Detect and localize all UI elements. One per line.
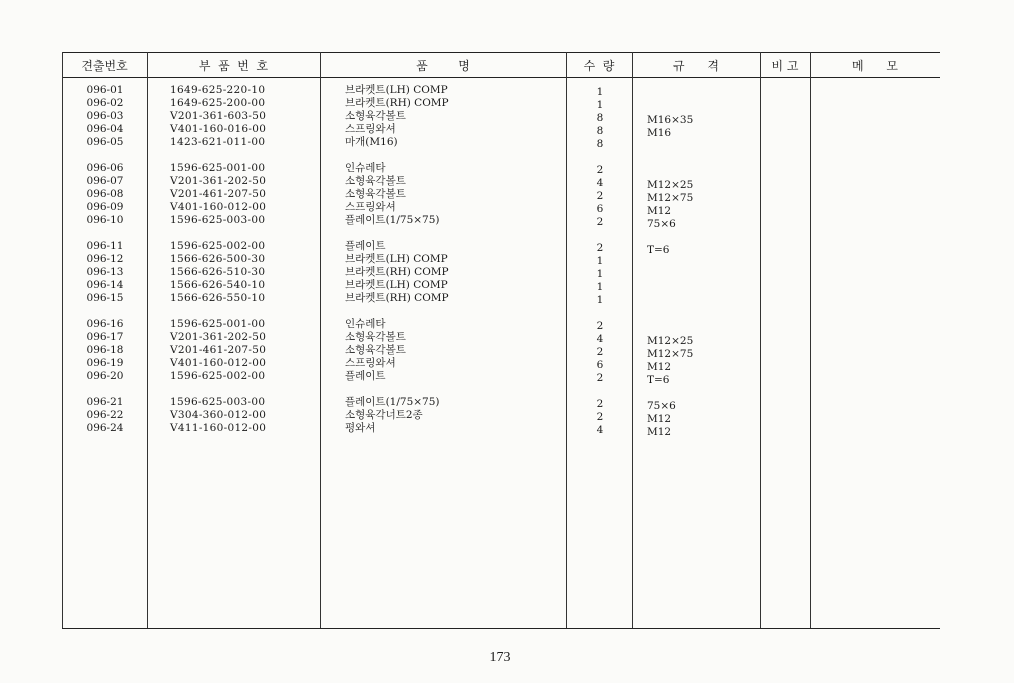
specification: M12×75	[647, 348, 694, 360]
part-number: 1566-626-550-10	[170, 292, 266, 304]
item-number: 096-12	[86, 253, 124, 265]
header-memo: 메 모	[851, 59, 899, 73]
specification: T=6	[647, 244, 670, 256]
part-number: V304-360-012-00	[170, 409, 267, 421]
part-number: V401-160-012-00	[170, 201, 267, 213]
part-number: 1596-625-002-00	[170, 240, 266, 252]
quantity: 8	[596, 125, 604, 137]
part-number: 1596-625-002-00	[170, 370, 266, 382]
quantity: 2	[596, 411, 604, 423]
part-name: 마개(M16)	[345, 136, 398, 148]
part-number: V201-361-202-50	[170, 331, 267, 343]
item-number: 096-05	[86, 136, 124, 148]
quantity: 8	[596, 138, 604, 150]
part-number: V201-461-207-50	[170, 188, 267, 200]
part-number: V401-160-016-00	[170, 123, 267, 135]
item-number: 096-22	[86, 409, 124, 421]
quantity: 8	[596, 112, 604, 124]
col-divider	[566, 52, 567, 628]
part-name: 평와셔	[345, 422, 376, 434]
specification: M12×75	[647, 192, 694, 204]
item-number: 096-15	[86, 292, 124, 304]
part-number: 1596-625-003-00	[170, 214, 266, 226]
part-number: 1566-626-540-10	[170, 279, 266, 291]
specification: M16	[647, 127, 672, 139]
item-number: 096-14	[86, 279, 124, 291]
part-name: 브라켓트(RH) COMP	[345, 292, 449, 304]
header-no: 견출번호	[81, 59, 128, 73]
specification: M12×25	[647, 335, 694, 347]
part-name: 플레이트	[345, 240, 386, 252]
item-number: 096-04	[86, 123, 124, 135]
part-name: 플레이트	[345, 370, 386, 382]
specification: M16×35	[647, 114, 694, 126]
item-number: 096-21	[86, 396, 124, 408]
header-part-name: 품 명	[416, 59, 470, 73]
quantity: 6	[596, 203, 604, 215]
col-divider	[760, 52, 761, 628]
header-note: 비 고	[771, 59, 799, 73]
part-name: 인슈레타	[345, 318, 386, 330]
quantity: 2	[596, 346, 604, 358]
item-number: 096-07	[86, 175, 124, 187]
header-quantity: 수 량	[583, 59, 615, 73]
part-name: 소형육각볼트	[345, 110, 406, 122]
specification: M12×25	[647, 179, 694, 191]
part-name: 소형육각볼트	[345, 344, 406, 356]
part-number: 1649-625-220-10	[170, 84, 266, 96]
quantity: 2	[596, 190, 604, 202]
part-name: 플레이트(1/75×75)	[345, 214, 440, 226]
quantity: 1	[596, 268, 604, 280]
quantity: 1	[596, 86, 604, 98]
part-number: 1566-626-500-30	[170, 253, 266, 265]
top-rule	[62, 52, 940, 53]
item-number: 096-24	[86, 422, 124, 434]
item-number: 096-10	[86, 214, 124, 226]
col-divider	[62, 52, 63, 628]
specification: 75×6	[647, 218, 676, 230]
col-divider	[147, 52, 148, 628]
part-name: 스프링와셔	[345, 123, 396, 135]
specification: M12	[647, 205, 672, 217]
quantity: 2	[596, 242, 604, 254]
part-name: 소형육각볼트	[345, 331, 406, 343]
quantity: 1	[596, 281, 604, 293]
specification: M12	[647, 361, 672, 373]
part-name: 스프링와셔	[345, 357, 396, 369]
item-number: 096-02	[86, 97, 124, 109]
quantity: 1	[596, 294, 604, 306]
specification: 75×6	[647, 400, 676, 412]
quantity: 2	[596, 164, 604, 176]
part-name: 소형육각볼트	[345, 175, 406, 187]
item-number: 096-13	[86, 266, 124, 278]
item-number: 096-17	[86, 331, 124, 343]
part-number: V201-361-603-50	[170, 110, 267, 122]
part-name: 브라켓트(RH) COMP	[345, 97, 449, 109]
quantity: 6	[596, 359, 604, 371]
col-divider	[632, 52, 633, 628]
item-number: 096-01	[86, 84, 124, 96]
part-number: V201-361-202-50	[170, 175, 267, 187]
part-number: V411-160-012-00	[170, 422, 267, 434]
quantity: 1	[596, 99, 604, 111]
part-name: 소형육각너트2종	[345, 409, 423, 421]
quantity: 2	[596, 398, 604, 410]
quantity: 4	[596, 333, 604, 345]
quantity: 4	[596, 424, 604, 436]
col-divider	[810, 52, 811, 628]
part-name: 인슈레타	[345, 162, 386, 174]
bottom-rule	[62, 628, 940, 629]
part-name: 플레이트(1/75×75)	[345, 396, 440, 408]
header-rule	[62, 77, 940, 78]
part-name: 스프링와셔	[345, 201, 396, 213]
item-number: 096-03	[86, 110, 124, 122]
part-name: 브라켓트(LH) COMP	[345, 84, 448, 96]
item-number: 096-11	[86, 240, 124, 252]
specification: M12	[647, 413, 672, 425]
part-number: V201-461-207-50	[170, 344, 267, 356]
quantity: 2	[596, 320, 604, 332]
page-number: 173	[489, 650, 511, 665]
part-number: V401-160-012-00	[170, 357, 267, 369]
part-number: 1423-621-011-00	[170, 136, 266, 148]
quantity: 2	[596, 216, 604, 228]
part-name: 브라켓트(RH) COMP	[345, 266, 449, 278]
header-part-number: 부 품 번 호	[198, 59, 269, 73]
item-number: 096-16	[86, 318, 124, 330]
part-number: 1596-625-003-00	[170, 396, 266, 408]
header-spec: 규 격	[672, 59, 720, 73]
item-number: 096-09	[86, 201, 124, 213]
specification: M12	[647, 426, 672, 438]
quantity: 2	[596, 372, 604, 384]
item-number: 096-08	[86, 188, 124, 200]
part-number: 1566-626-510-30	[170, 266, 266, 278]
specification: T=6	[647, 374, 670, 386]
item-number: 096-19	[86, 357, 124, 369]
item-number: 096-06	[86, 162, 124, 174]
part-number: 1596-625-001-00	[170, 162, 266, 174]
part-name: 브라켓트(LH) COMP	[345, 253, 448, 265]
quantity: 4	[596, 177, 604, 189]
part-name: 소형육각볼트	[345, 188, 406, 200]
item-number: 096-20	[86, 370, 124, 382]
part-number: 1596-625-001-00	[170, 318, 266, 330]
part-name: 브라켓트(LH) COMP	[345, 279, 448, 291]
quantity: 1	[596, 255, 604, 267]
part-number: 1649-625-200-00	[170, 97, 266, 109]
col-divider	[320, 52, 321, 628]
item-number: 096-18	[86, 344, 124, 356]
